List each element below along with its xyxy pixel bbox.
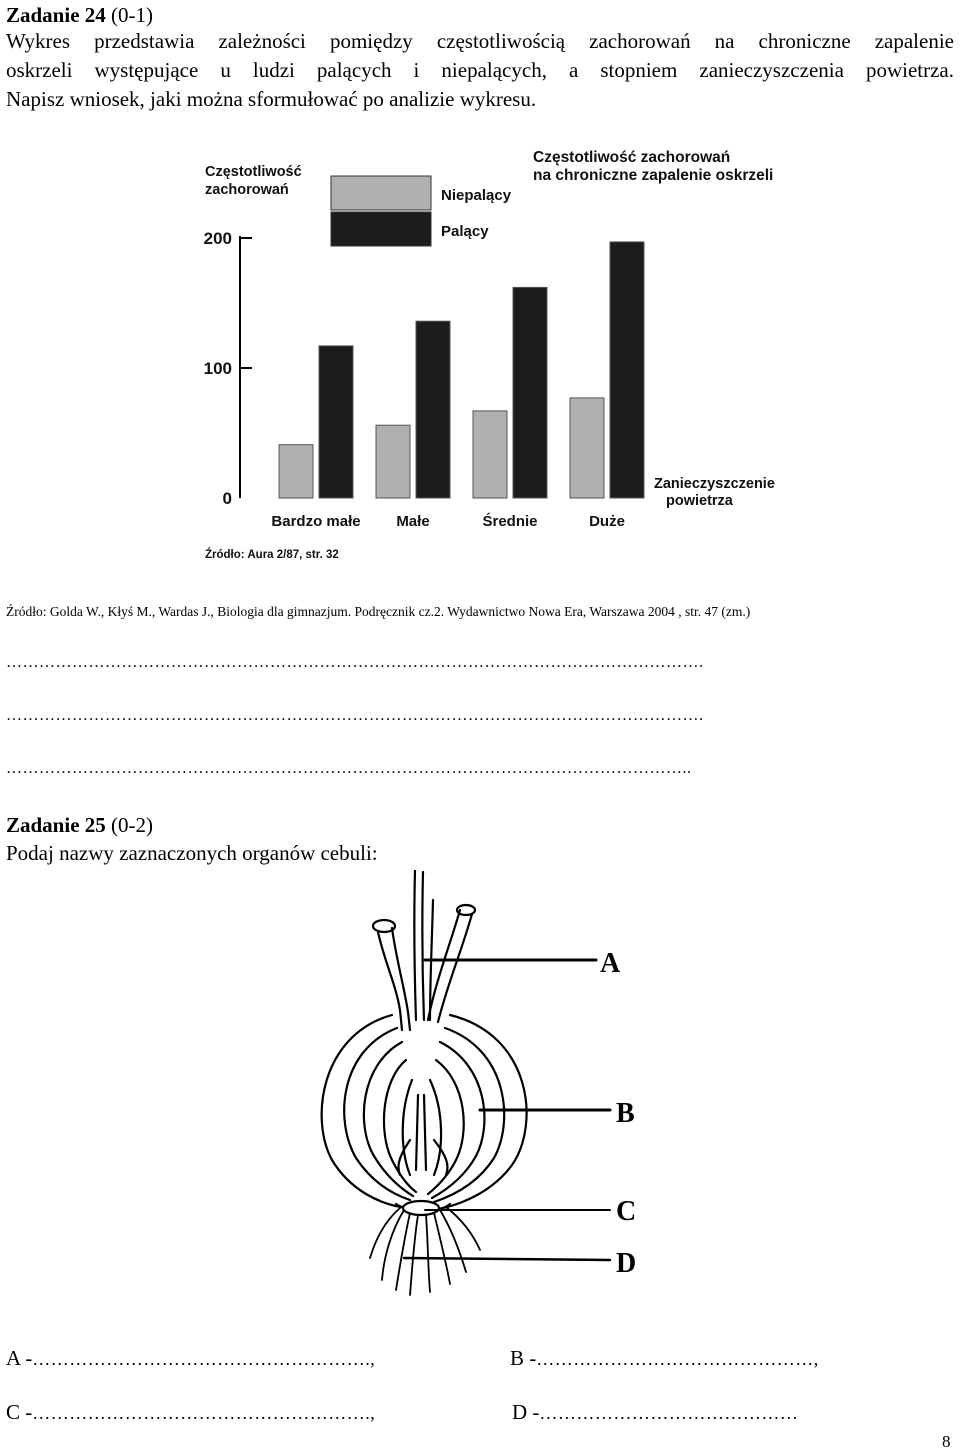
category-label: Średnie [482,513,538,530]
y-axis-label-line-1: Częstotliwość [205,164,302,180]
label-a: A [600,948,621,979]
bar-1-1 [416,321,450,498]
answer-b-field[interactable]: ………………………………………, [536,1349,819,1369]
answer-a-label: A - [6,1346,33,1370]
y-tick-label: 200 [203,229,232,248]
chart-title-line-2: na chroniczne zapalenie oskrzeli [533,167,774,184]
bar-0-3 [570,398,604,498]
answer-c-label: C - [6,1400,33,1424]
legend-swatch-1 [331,212,431,246]
y-tick-label: 0 [222,489,232,508]
legend-label-1: Palący [441,223,489,240]
answer-line-2[interactable]: ………………………………………………………………………………………………………………. [6,707,704,724]
category-label: Małe [396,513,430,530]
answer-line-1[interactable]: ………………………………………………………………………………………………………………. [6,654,704,671]
bronchitis-chart [195,140,775,570]
answer-a-field[interactable]: ………………………………………………., [32,1349,376,1369]
legend-swatch-0 [331,176,431,210]
category-label: Bardzo małe [271,513,361,530]
chart-source-note: Źródło: Aura 2/87, str. 32 [205,549,339,561]
category-label: Duże [589,513,625,530]
answer-c-row [6,1400,375,1425]
task-24-text-line-1: Wykres przedstawia zależności pomiędzy częstotliwością zachorowań na chroniczne zapalenie [6,29,954,53]
task-24-source: Źródło: Golda W., Kłyś M., Wardas J., Biologia dla gimnazjum. Podręcznik cz.2. Wydawnictwo Nowa Era, Warszawa 2004 , str. 47 (zm.) [6,604,751,619]
task-24-points: (0-1) [111,3,154,27]
x-axis-label-line-2: powietrza [666,493,733,509]
chart-title-line-1: Częstotliwość zachorowań [533,149,731,166]
answer-b-label: B - [510,1346,537,1370]
legend-label-0: Niepalący [441,187,512,204]
answer-a-row [6,1346,375,1371]
bar-1-3 [610,242,644,498]
answer-d-row [512,1400,798,1425]
task-25-heading [6,810,153,840]
label-d: D [616,1248,637,1279]
task-25-prompt: Podaj nazwy zaznaczonych organów cebuli: [6,841,378,865]
task-25-number: Zadanie 25 [6,813,106,837]
task-24-number: Zadanie 24 [6,3,106,27]
answer-c-field[interactable]: ………………………………………………., [32,1403,376,1423]
onion-diagram [300,870,660,1300]
answer-b-row [510,1346,819,1371]
onion-roots [370,1207,480,1295]
answer-line-3[interactable]: …………………………………………………………………………………………………………….. [6,760,692,777]
y-tick-label: 100 [203,359,232,378]
onion-bulb-scales [322,1015,527,1210]
y-axis-label-line-2: zachorowań [205,182,289,198]
bar-1-2 [513,287,547,498]
page-number: 8 [942,1432,951,1451]
answer-d-label: D - [512,1400,540,1424]
label-c: C [616,1196,637,1227]
answer-d-field[interactable]: …………………………………… [539,1403,799,1423]
bar-0-1 [376,425,410,498]
task-24-text-line-2: oskrzeli występujące u ludzi palących i niepalących, a stopniem zanieczyszczenia powietrza. [6,58,954,82]
task-24-text-line-3: Napisz wniosek, jaki można sformułować po analizie wykresu. [6,87,537,111]
task-25-points: (0-2) [111,813,154,837]
x-axis-label-line-1: Zanieczyszczenie [654,476,775,492]
onion-leaves [373,870,475,1030]
bar-0-0 [279,445,313,498]
bar-0-2 [473,411,507,498]
bar-1-0 [319,346,353,498]
pointer-line-d [404,1258,610,1260]
label-b: B [616,1098,635,1129]
